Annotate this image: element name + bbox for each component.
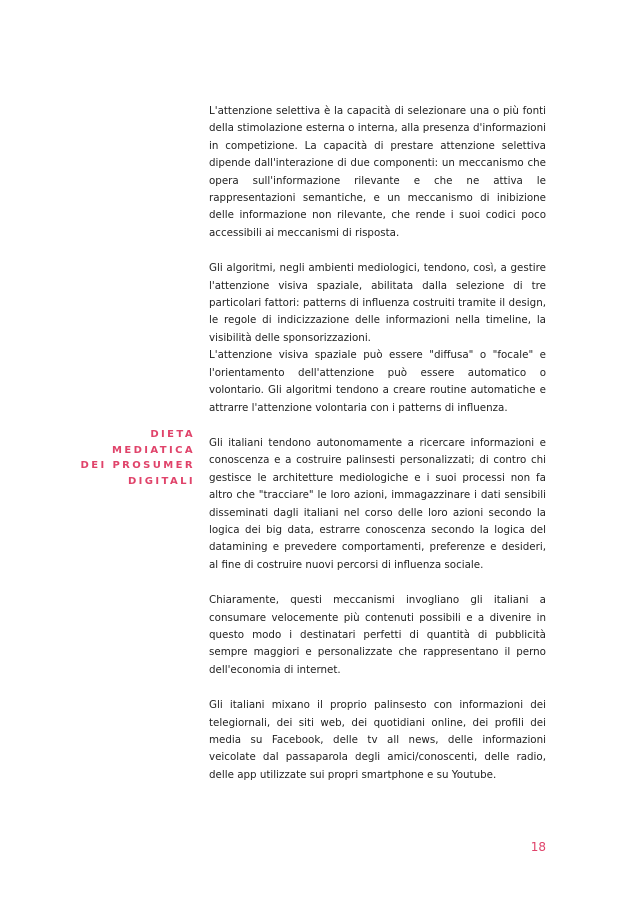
paragraph-selective-attention: L'attenzione selettiva è la capacità di selezionare una o più fonti della stimolazione esterna o interna, alla presenza d'informazioni in competizione. La capacità di prestare attenzione selettiva dipende dall'interazione di due componenti: un meccanismo che opera sull'informazione rilevante e che ne attiva le rappresentazioni semantiche, e un meccanismo di inibizione delle informazione non rilevante, che rende i suoi codici poco accessibili ai meccanismi di risposta. xyxy=(209,105,546,239)
paragraph-personalized-schedules: Gli italiani tendono autonomamente a ricercare informazioni e conoscenza e a costruire palinsesti personalizzati; di contro chi gestisce le architetture mediologiche e i suoi processi non fa altro che "tracciare" le loro azioni, immagazzinare i dati sensibili disseminati dagli italiani nel corso delle loro azioni secondo la logica dei big data, estrarre conoscenza secondo la logica del datamining e prevedere comportamenti, preferenze e desideri, al fine di costruire nuovi percorsi di influenza sociale. xyxy=(209,436,546,571)
paragraph-advertising: Chiaramente, questi meccanismi invogliano gli italiani a consumare velocemente più contenuti possibili e a divenire in questo modo i destinatari perfetti di quantità di pubblicità sempre maggiori e personalizzate che rappresentano il perno dell'economia di internet. xyxy=(209,594,546,676)
page-number: 18 xyxy=(530,840,546,854)
paragraph-media-mix: Gli italiani mixano il proprio palinsesto con informazioni dei telegiornali, dei siti web, dei quotidiani online, dei profili dei media su Facebook, delle tv all news, delle informazioni veicolate dal passaparola degli amici/conoscenti, delle radio, delle app utilizzate sui propri smartphone e su Youtube. xyxy=(209,699,546,781)
paragraph-visual-attention: L'attenzione visiva spaziale può essere "diffusa" o "focale" e l'orientamento dell'attenzione può essere automatico o volontario. Gli algoritmi tendono a creare routine automatiche e attrarre l'attenzione volontaria con i patterns di influenza. xyxy=(209,349,546,414)
section-heading-line: DIGITALI xyxy=(127,475,195,487)
section-heading-line: DIETA MEDIATICA xyxy=(112,429,195,456)
section-heading-line: DEI PROSUMER xyxy=(80,460,195,471)
body-text-column xyxy=(209,103,546,802)
paragraph-algorithms: Gli algoritmi, negli ambienti mediologici, tendono, così, a gestire l'attenzione visiva spaziale, abilitata dalla selezione di tre particolari fattori: patterns di influenza costruiti tramite il design, le regole di indicizzazione delle informazioni nella timeline, la visibilità delle sponsorizzazioni. xyxy=(209,262,546,344)
section-heading xyxy=(68,427,195,489)
